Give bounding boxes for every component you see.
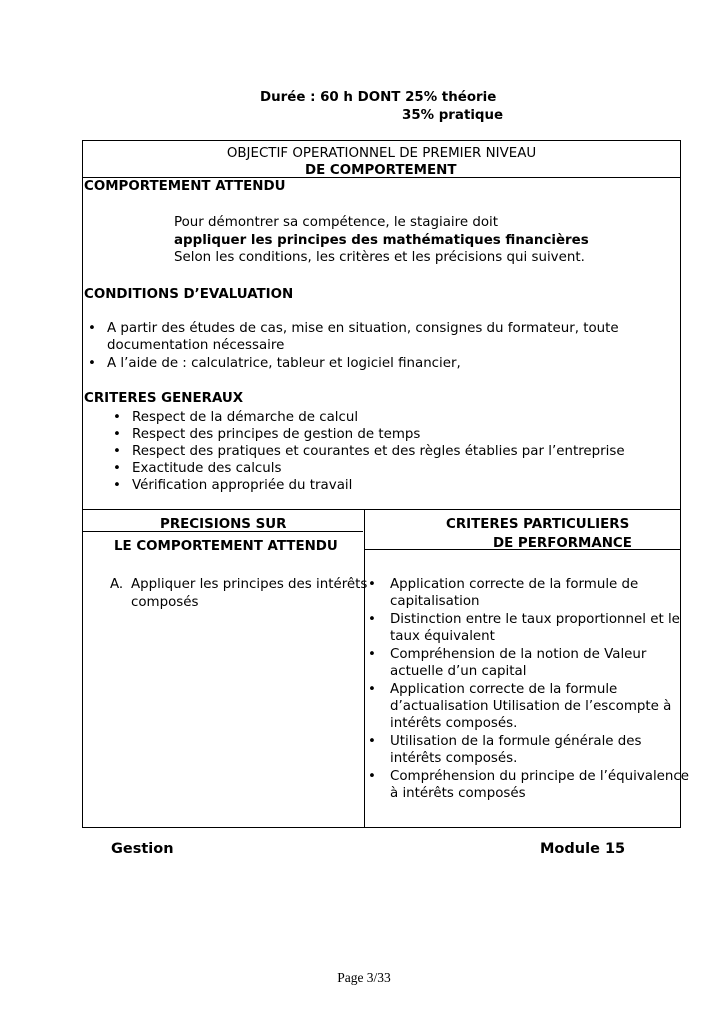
criterion-1-line1: Application correcte de la formule de (390, 577, 639, 592)
practice-line: 35% pratique (402, 108, 504, 123)
criterion-4-line1: Application correcte de la formule (390, 682, 618, 697)
table-top-divider (83, 509, 680, 510)
expected-behavior-line1: Pour démontrer sa compétence, le stagiaire doit (174, 215, 498, 230)
page-number: Page 3/33 (337, 970, 391, 985)
criterion-5-line1: Utilisation de la formule générale des (390, 734, 642, 749)
criterion-6-line1: Compréhension du principe de l’équivalence (390, 769, 690, 784)
list-item: • Respect des principes de gestion de temps (132, 426, 625, 443)
duration-line: Durée : 60 h DONT 25% théorie (260, 90, 497, 105)
precision-line2: composés (131, 595, 199, 610)
expected-behavior-line2: appliquer les principes des mathématiques financières (174, 233, 589, 248)
right-header-line1: CRITERES PARTICULIERS (446, 517, 630, 532)
condition-item-1-line2: documentation nécessaire (107, 338, 285, 353)
evaluation-conditions-heading: CONDITIONS D’EVALUATION (84, 287, 294, 302)
condition-item-2: A l’aide de : calculatrice, tableur et logiciel financier, (107, 356, 461, 371)
bullet-icon: • (368, 612, 376, 627)
list-item: • Vérification appropriée du travail (132, 477, 625, 494)
list-item: • Respect des pratiques et courantes et des règles établies par l’entreprise (132, 443, 625, 460)
criterion-2-line2: taux équivalent (390, 629, 495, 644)
list-item: • Respect de la démarche de calcul (132, 409, 625, 426)
bullet-icon: • (368, 769, 376, 784)
precision-marker: A. (110, 577, 124, 592)
bullet-icon: • (368, 682, 376, 697)
general-criteria-heading: CRITERES GENERAUX (84, 391, 244, 406)
criterion-3-line1: Compréhension de la notion de Valeur (390, 647, 647, 662)
expected-behavior-line3: Selon les conditions, les critères et les précisions qui suivent. (174, 250, 585, 265)
objective-subtitle: DE COMPORTEMENT (305, 163, 457, 178)
condition-item-1-line1: A partir des études de cas, mise en situation, consignes du formateur, toute (107, 321, 619, 336)
column-divider (364, 509, 365, 827)
criterion-5-line2: intérêts composés. (390, 751, 518, 766)
bullet-icon: • (88, 356, 96, 371)
bullet-icon: • (88, 321, 96, 336)
right-header-line2: DE PERFORMANCE (493, 536, 632, 551)
precision-line1: Appliquer les principes des intérêts (131, 577, 368, 592)
criterion-4-line2: d’actualisation Utilisation de l’escompte à (390, 699, 672, 714)
criterion-4-line3: intérêts composés. (390, 716, 518, 731)
list-item: • Exactitude des calculs (132, 460, 625, 477)
criterion-3-line2: actuelle d’un capital (390, 664, 527, 679)
criterion-1-line2: capitalisation (390, 594, 480, 609)
bullet-icon: • (368, 577, 376, 592)
expected-behavior-heading: COMPORTEMENT ATTENDU (84, 179, 286, 194)
bullet-icon: • (368, 647, 376, 662)
left-header-line2: LE COMPORTEMENT ATTENDU (114, 539, 338, 554)
criterion-2-line1: Distinction entre le taux proportionnel et le (390, 612, 680, 627)
left-header-line1: PRECISIONS SUR (160, 517, 287, 532)
footer-left: Gestion (111, 841, 174, 857)
criterion-6-line2: à intérêts composés (390, 786, 526, 801)
footer-right: Module 15 (540, 841, 626, 857)
general-criteria-list (132, 409, 625, 494)
objective-title: OBJECTIF OPERATIONNEL DE PREMIER NIVEAU (226, 146, 537, 161)
bullet-icon: • (368, 734, 376, 749)
